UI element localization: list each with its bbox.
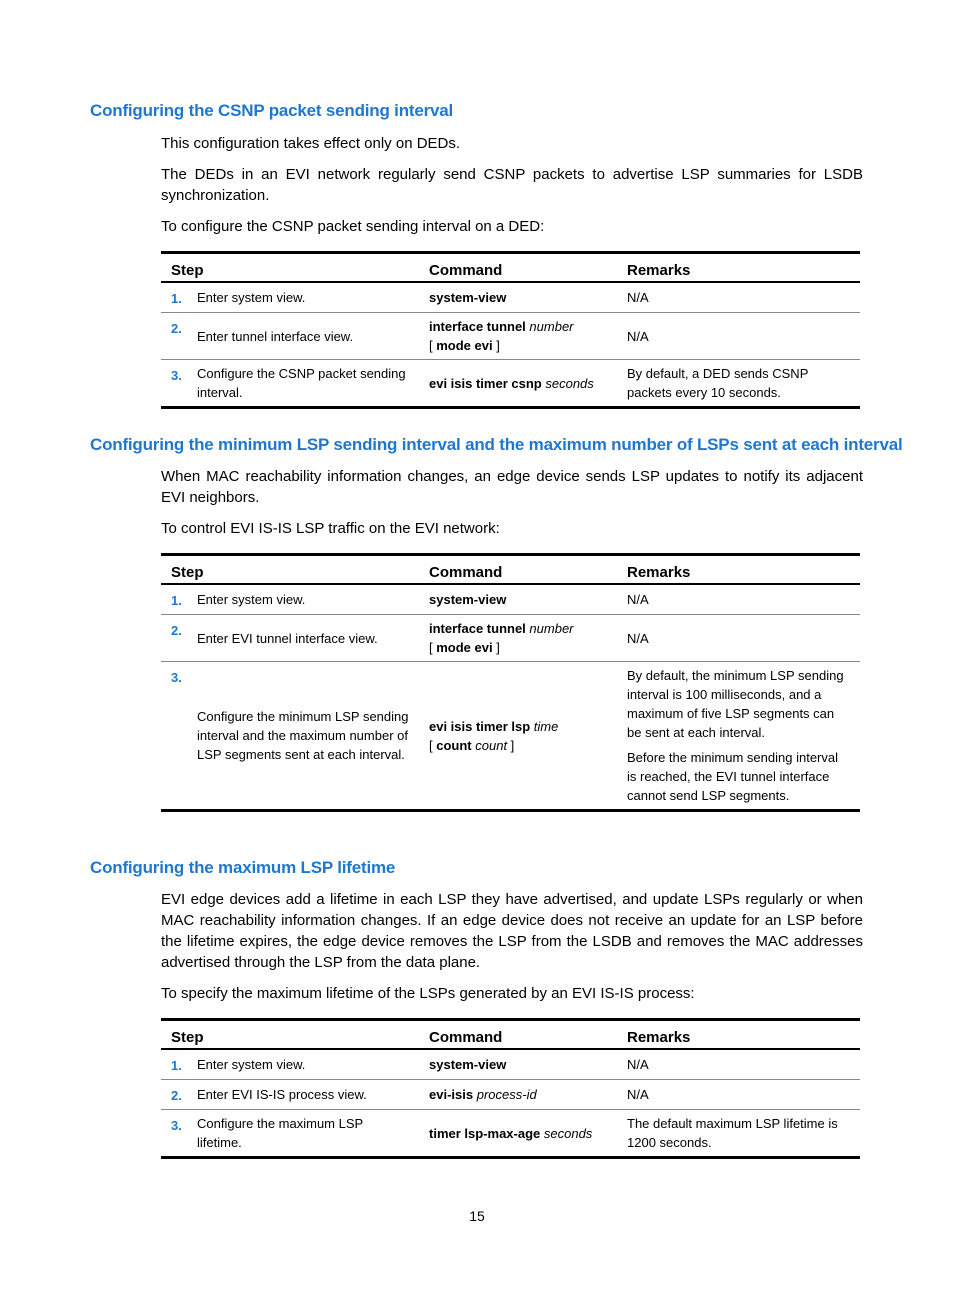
step-command <box>419 282 617 313</box>
step-description: Enter EVI IS-IS process view. <box>189 1080 419 1110</box>
command-keyword: system-view <box>429 290 507 305</box>
table-row <box>161 1049 860 1080</box>
step-number: 1. <box>161 584 189 615</box>
command-keyword: evi isis timer lsp <box>429 718 531 734</box>
remark-text: N/A <box>627 1057 649 1072</box>
section-heading: Configuring the CSNP packet sending interval <box>90 101 454 120</box>
step-command <box>419 313 617 360</box>
page-number: 15 <box>469 1208 485 1224</box>
paragraph: When MAC reachability information changes, an edge device sends LSP updates to notify its adjacent EVI neighbors. <box>161 468 863 506</box>
remark-text: N/A <box>627 328 649 344</box>
step-command <box>419 615 617 662</box>
table-row <box>161 1110 860 1158</box>
command-bracket: [ <box>429 338 437 353</box>
command-keyword: timer lsp-max-age <box>429 1125 541 1141</box>
step-number: 1. <box>161 1049 189 1080</box>
table-row <box>161 615 860 662</box>
step-remarks <box>617 313 860 360</box>
remark-text: By default, the minimum LSP sending interval is 100 milliseconds, and a maximum of five LSP segments can be sent at each interval. <box>627 668 844 740</box>
paragraph: To specify the maximum lifetime of the LSPs generated by an EVI IS-IS process: <box>161 985 695 1002</box>
step-description: Configure the CSNP packet sending interval. <box>189 360 419 408</box>
remark-text: N/A <box>627 630 649 646</box>
table-row <box>161 1080 860 1110</box>
command-keyword: evi-isis <box>429 1087 474 1102</box>
table-row <box>161 282 860 313</box>
header-remarks: Remarks <box>617 1020 860 1050</box>
command-keyword: system-view <box>429 1057 507 1072</box>
step-command <box>419 1049 617 1080</box>
step-command <box>419 662 617 811</box>
command-bracket: [ <box>429 737 437 753</box>
step-remarks <box>617 662 860 811</box>
command-keyword: mode evi <box>436 338 493 353</box>
header-command: Command <box>419 555 617 585</box>
steps-table <box>161 251 860 409</box>
step-description: Enter system view. <box>189 584 419 615</box>
step-number: 2. <box>161 1080 189 1110</box>
step-remarks <box>617 1110 860 1158</box>
command-keyword: interface tunnel <box>429 621 526 636</box>
step-remarks <box>617 1049 860 1080</box>
step-command <box>419 1110 617 1158</box>
step-description: Enter system view. <box>189 1049 419 1080</box>
command-argument: count <box>475 737 508 753</box>
step-description: Configure the maximum LSP lifetime. <box>189 1110 419 1158</box>
step-description: Enter EVI tunnel interface view. <box>189 615 419 662</box>
remark-text: N/A <box>627 592 649 607</box>
step-command <box>419 1080 617 1110</box>
step-description: Enter system view. <box>189 282 419 313</box>
paragraph: To control EVI IS-IS LSP traffic on the EVI network: <box>161 520 500 537</box>
table-row <box>161 360 860 408</box>
remark-text: Before the minimum sending interval is reached, the EVI tunnel interface cannot send LSP segments. <box>627 750 838 803</box>
command-argument: number <box>529 621 574 636</box>
step-description: Configure the minimum LSP sending interval and the maximum number of LSP segments sent at each interval. <box>189 662 419 811</box>
paragraph: This configuration takes effect only on DEDs. <box>161 135 461 152</box>
step-number: 2. <box>161 313 189 360</box>
header-remarks: Remarks <box>617 253 860 283</box>
command-keyword: count <box>436 737 472 753</box>
step-command <box>419 584 617 615</box>
command-argument: number <box>529 319 574 334</box>
step-remarks <box>617 282 860 313</box>
command-bracket: ] <box>507 737 515 753</box>
steps-table <box>161 553 860 812</box>
remark-text: N/A <box>627 1087 649 1102</box>
step-remarks <box>617 1080 860 1110</box>
command-argument: seconds <box>543 1125 593 1141</box>
header-command: Command <box>419 1020 617 1050</box>
remark-text: N/A <box>627 290 649 305</box>
command-keyword: mode evi <box>436 640 493 655</box>
step-remarks <box>617 360 860 408</box>
table-row <box>161 662 860 811</box>
steps-table <box>161 1018 860 1159</box>
step-remarks <box>617 584 860 615</box>
header-remarks: Remarks <box>617 555 860 585</box>
paragraph: The DEDs in an EVI network regularly send CSNP packets to advertise LSP summaries for LSDB synchronization. <box>161 166 863 204</box>
paragraph: To configure the CSNP packet sending interval on a DED: <box>161 218 545 235</box>
step-number: 3. <box>161 360 189 408</box>
header-step: Step <box>161 1020 419 1050</box>
step-remarks <box>617 615 860 662</box>
section-heading: Configuring the minimum LSP sending interval and the maximum number of LSPs sent at each interval <box>90 435 903 454</box>
paragraph: EVI edge devices add a lifetime in each LSP they have advertised, and update LSPs regularly or when MAC reachability information changes. If an edge device does not receive an update for an LSP before the lifetime expires, the edge device removes the LSP from the LSDB and removes the MAC addresses advertised through the LSP from the data plane. <box>161 891 863 971</box>
header-command: Command <box>419 253 617 283</box>
command-keyword: evi isis timer csnp <box>429 375 542 391</box>
table-row <box>161 313 860 360</box>
section-heading: Configuring the maximum LSP lifetime <box>90 858 396 877</box>
table-header-row <box>161 1020 860 1050</box>
header-step: Step <box>161 555 419 585</box>
command-keyword: system-view <box>429 592 507 607</box>
step-command <box>419 360 617 408</box>
remark-text: By default, a DED sends CSNP packets every 10 seconds. <box>627 366 809 400</box>
command-argument: process-id <box>476 1087 537 1102</box>
step-number: 3. <box>161 662 189 811</box>
command-bracket: [ <box>429 640 437 655</box>
remark-text: The default maximum LSP lifetime is 1200 seconds. <box>627 1116 838 1150</box>
command-keyword: interface tunnel <box>429 319 526 334</box>
step-number: 3. <box>161 1110 189 1158</box>
command-argument: seconds <box>545 375 594 391</box>
step-number: 2. <box>161 615 189 662</box>
step-description: Enter tunnel interface view. <box>189 313 419 360</box>
table-row <box>161 584 860 615</box>
command-bracket: ] <box>492 640 500 655</box>
header-step: Step <box>161 253 419 283</box>
step-number: 1. <box>161 282 189 313</box>
table-header-row <box>161 253 860 283</box>
command-bracket: ] <box>492 338 500 353</box>
table-header-row <box>161 555 860 585</box>
command-argument: time <box>533 718 559 734</box>
